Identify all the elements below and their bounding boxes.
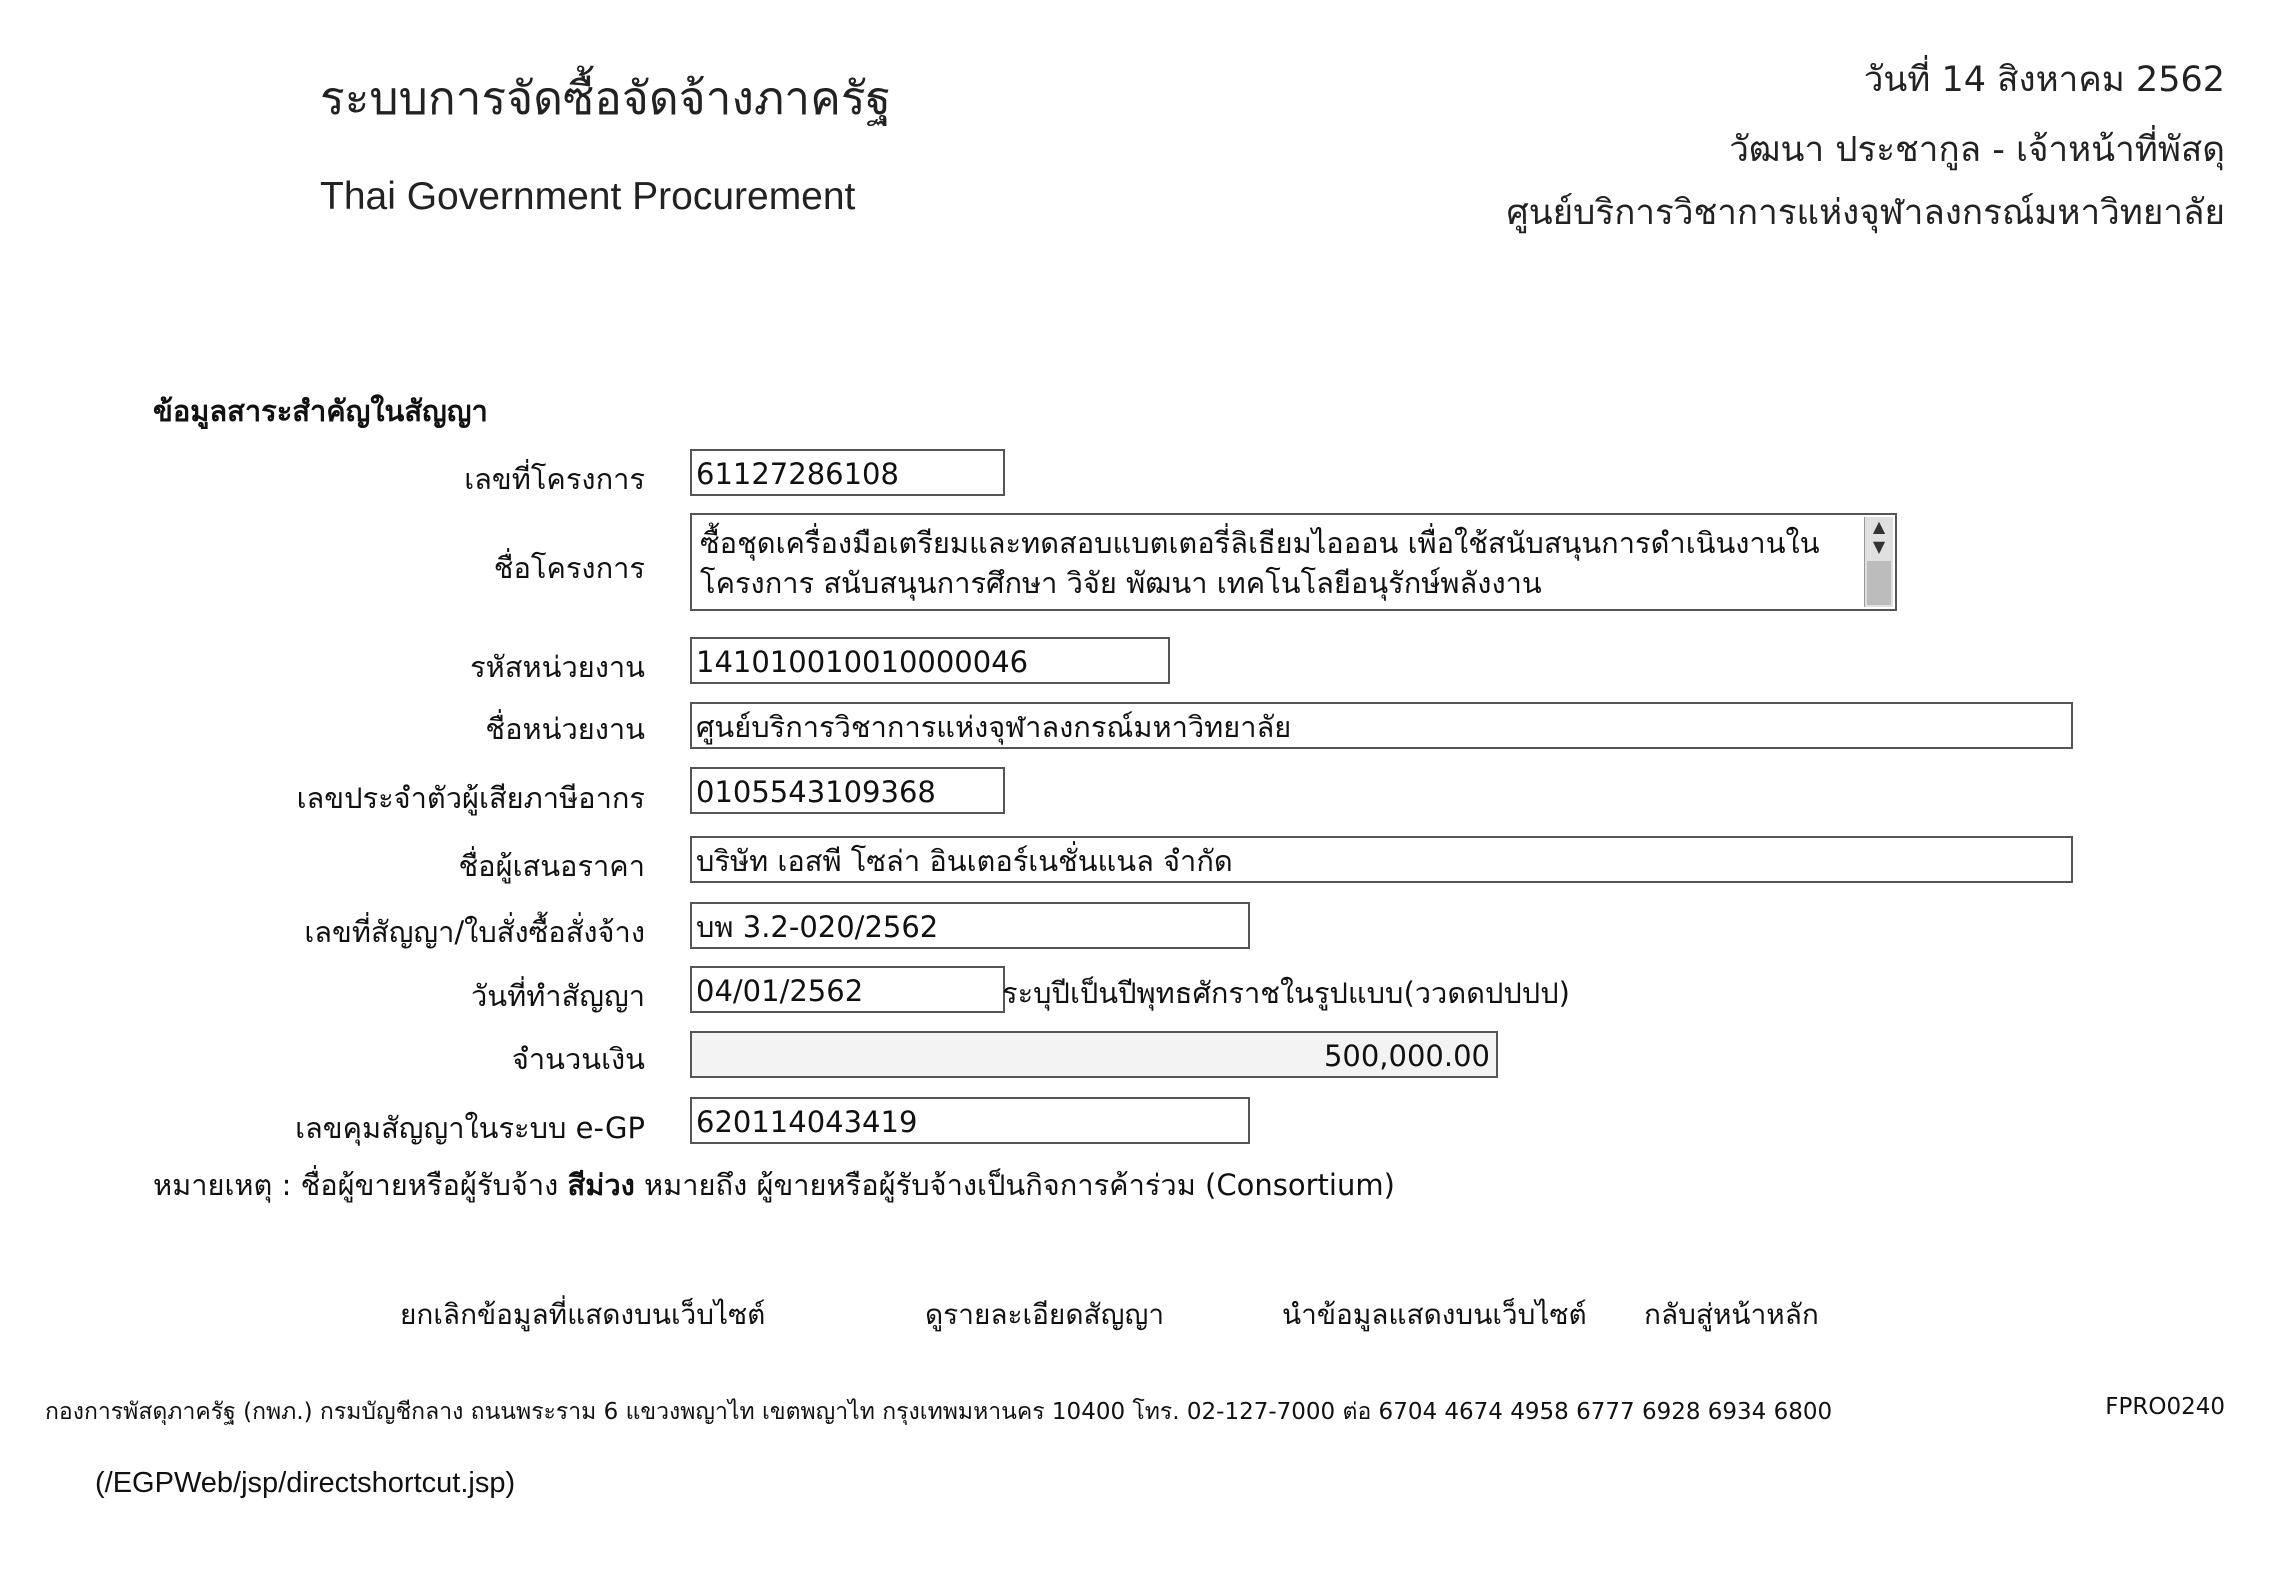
contract-no-field[interactable]: บพ 3.2-020/2562: [690, 902, 1250, 949]
amount-field[interactable]: 500,000.00: [690, 1031, 1498, 1078]
project-name-textarea[interactable]: [690, 513, 1897, 611]
consortium-note: [153, 1162, 1395, 1208]
contract-date-hint: ระบุปีเป็นปีพุทธศักราชในรูปแบบ(ววดดปปปป): [1002, 976, 1570, 1010]
project-no-label: เลขที่โครงการ: [464, 462, 645, 496]
project-name-label: ชื่อโครงการ: [493, 551, 645, 585]
agency-name-label: ชื่อหน่วยงาน: [485, 712, 645, 746]
project-name-text: ซื้อชุดเครื่องมือเตรียมและทดสอบแบตเตอรี่ลิเธียมไอออน เพื่อใช้สนับสนุนการดำเนินงานในโครงการ สนับสนุนการศึกษา วิจัย พัฒนา เทคโนโลยีอนุรักษ์พลังงาน: [700, 526, 1820, 600]
amount-label: จำนวนเงิน: [511, 1042, 645, 1076]
contract-no-label: เลขที่สัญญา/ใบสั่งซื้อสั่งจ้าง: [304, 915, 645, 949]
agency-name-field[interactable]: ศูนย์บริการวิชาการแห่งจุฬาลงกรณ์มหาวิทยาลัย: [690, 702, 2073, 749]
header-date: วันที่ 14 สิงหาคม 2562: [1863, 60, 2225, 100]
contract-date-field[interactable]: 04/01/2562: [690, 966, 1005, 1013]
textarea-scrollbar[interactable]: [1864, 517, 1893, 607]
scroll-up-icon[interactable]: ▲: [1872, 517, 1886, 536]
page-code: FPRO0240: [2105, 1394, 2225, 1420]
header-organization: ศูนย์บริการวิชาการแห่งจุฬาลงกรณ์มหาวิทยาลัย: [1506, 193, 2225, 233]
cancel-publish-link[interactable]: ยกเลิกข้อมูลที่แสดงบนเว็บไซต์: [400, 1298, 766, 1331]
page-path: (/EGPWeb/jsp/directshortcut.jsp): [95, 1467, 516, 1499]
tax-id-field[interactable]: 0105543109368: [690, 767, 1005, 814]
agency-code-label: รหัสหน่วยงาน: [470, 650, 645, 684]
view-contract-detail-link[interactable]: ดูรายละเอียดสัญญา: [925, 1298, 1165, 1331]
back-to-home-link[interactable]: กลับสู่หน้าหลัก: [1644, 1298, 1819, 1331]
brand-title-th: ระบบการจัดซื้อจัดจ้างภาครัฐ: [320, 71, 891, 125]
publish-data-link[interactable]: นำข้อมูลแสดงบนเว็บไซต์: [1282, 1298, 1587, 1331]
agency-code-field[interactable]: 141010010010000046: [690, 637, 1170, 684]
note-suffix: หมายถึง ผู้ขายหรือผู้รับจ้างเป็นกิจการค้าร่วม (Consortium): [644, 1168, 1395, 1202]
scroll-down-icon[interactable]: ▼: [1872, 537, 1886, 556]
egp-no-label: เลขคุมสัญญาในระบบ e-GP: [295, 1111, 645, 1145]
scrollbar-thumb[interactable]: [1867, 561, 1891, 605]
header-user: วัฒนา ประชากูล - เจ้าหน้าที่พัสดุ: [1729, 130, 2225, 170]
bidder-name-label: ชื่อผู้เสนอราคา: [458, 849, 645, 883]
project-no-field[interactable]: 61127286108: [690, 449, 1005, 496]
section-title: ข้อมูลสาระสำคัญในสัญญา: [153, 394, 488, 428]
bidder-name-field[interactable]: บริษัท เอสพี โซล่า อินเตอร์เนชั่นแนล จำกัด: [690, 836, 2073, 883]
note-highlight: สีม่วง: [567, 1168, 635, 1202]
note-prefix: หมายเหตุ : ชื่อผู้ขายหรือผู้รับจ้าง: [153, 1168, 559, 1202]
tax-id-label: เลขประจำตัวผู้เสียภาษีอากร: [296, 781, 645, 815]
brand-title-en: Thai Government Procurement: [320, 175, 856, 218]
footer-address: กองการพัสดุภาครัฐ (กพภ.) กรมบัญชีกลาง ถนนพระราม 6 แขวงพญาไท เขตพญาไท กรุงเทพมหานคร 10400 โทร. 02-127-7000 ต่อ 6704 4674 4958 6777 6928 6934 6800: [45, 1399, 1833, 1425]
egp-no-field[interactable]: 620114043419: [690, 1097, 1250, 1144]
contract-date-label: วันที่ทำสัญญา: [470, 979, 645, 1013]
